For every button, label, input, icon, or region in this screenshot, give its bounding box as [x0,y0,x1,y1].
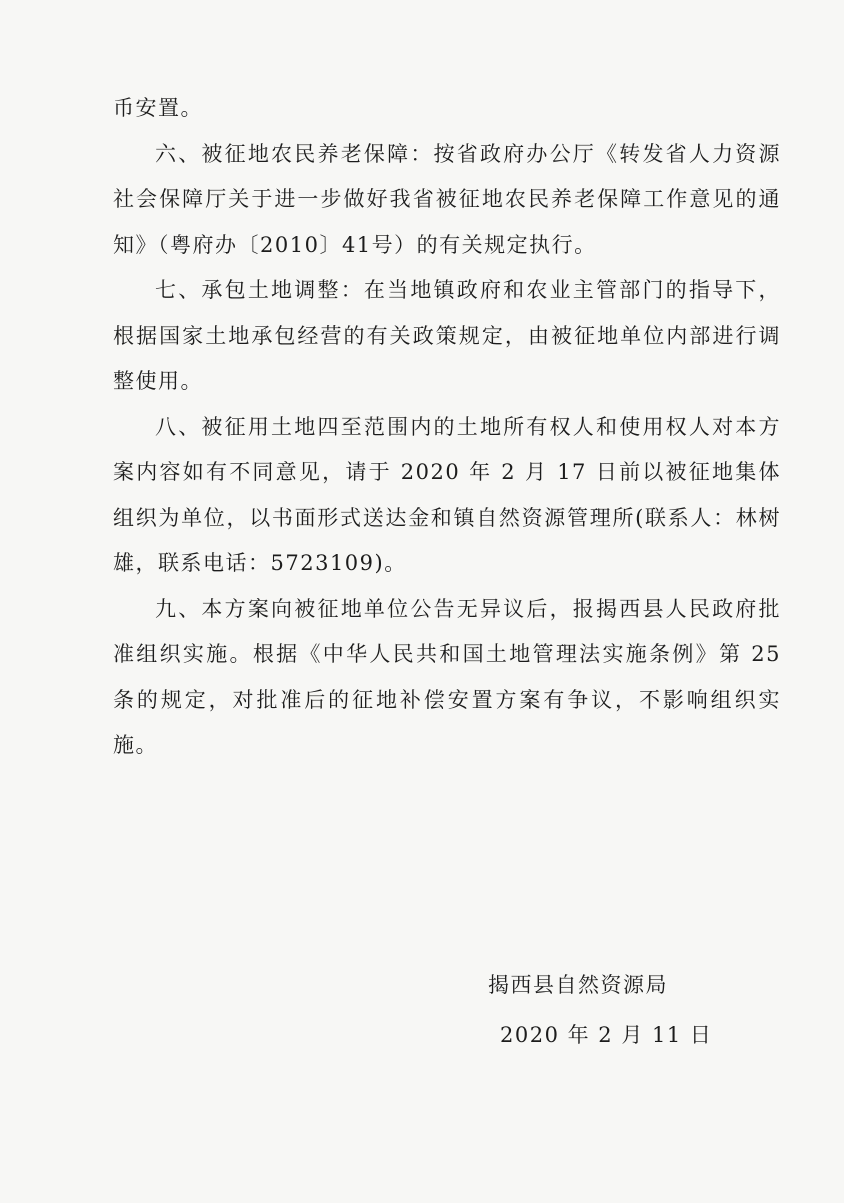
paragraph-8-objections: 八、被征用土地四至范围内的土地所有权人和使用权人对本方案内容如有不同意见，请于 2020 年 2 月 17 日前以被征地集体组织为单位，以书面形式送达金和镇自然资源管理所(联系人：林树雄，联系电话：5723109)。 [113,414,781,575]
issue-date: 2020 年 2 月 11 日 [500,1023,713,1047]
document-body [113,86,781,769]
paragraph-continuation: 币安置。 [113,96,203,120]
issuing-organization: 揭西县自然资源局 [488,973,668,997]
signature-block [488,960,748,1060]
paragraph-7-land-adjustment: 七、承包土地调整：在当地镇政府和农业主管部门的指导下，根据国家土地承包经营的有关政策规定，由被征地单位内部进行调整使用。 [113,278,781,393]
paragraph-9-implementation: 九、本方案向被征地单位公告无异议后，报揭西县人民政府批准组织实施。根据《中华人民共和国土地管理法实施条例》第 25 条的规定，对批准后的征地补偿安置方案有争议，不影响组织实施。 [113,596,781,757]
paragraph-6-pension: 六、被征地农民养老保障：按省政府办公厅《转发省人力资源社会保障厅关于进一步做好我省被征地农民养老保障工作意见的通知》（粤府办〔2010〕41号）的有关规定执行。 [113,141,781,257]
